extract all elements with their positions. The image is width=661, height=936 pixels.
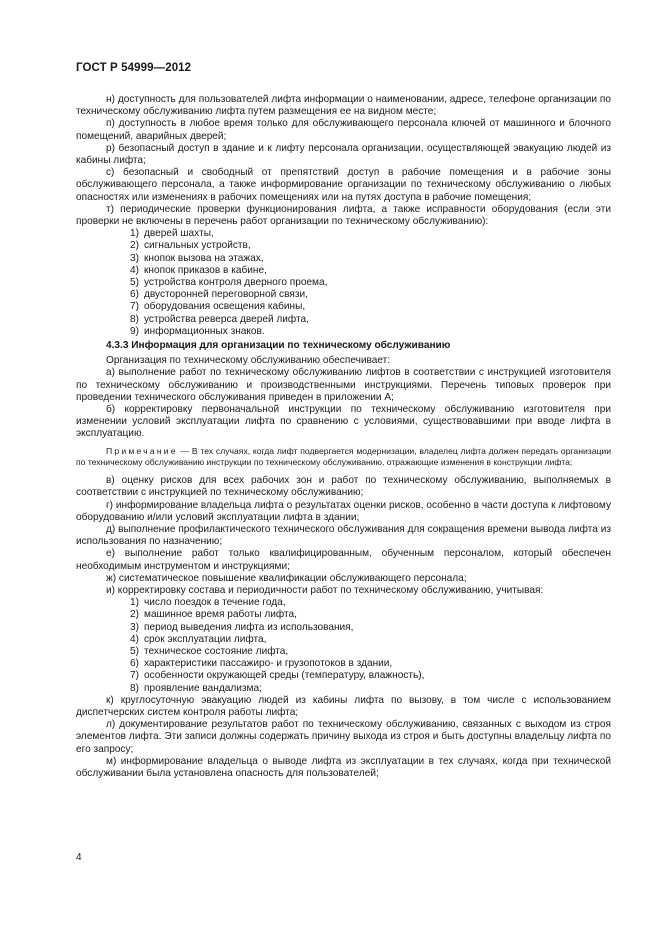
list-item: 3) период выведения лифта из использования, xyxy=(130,621,354,633)
paragraph-l: л) документирование результатов работ по техническому обслуживанию, связанных с выходом из строя элементов лифта. Эти записи должны содержать причину выхода из строя и быть доступны владельцу лифта по его запросу; xyxy=(76,719,611,755)
note-label: Примечание xyxy=(106,445,178,456)
list-item: 2) сигнальных устройств, xyxy=(130,240,251,252)
list-item: 8) устройства реверса дверей лифта, xyxy=(130,313,309,325)
paragraph-p: п) доступность в любое время только для обслуживающего персонала ключей от машинного и блочного помещений, аварийных дверей; xyxy=(76,118,611,142)
paragraph-k: к) круглосуточную эвакуацию людей из кабины лифта по вызову, в том числе с использованием диспетчерских систем контроля работы лифта; xyxy=(76,694,611,718)
list-item: 1) число поездок в течение года, xyxy=(130,597,286,609)
paragraph-b: б) корректировку первоначальной инструкции по техническому обслуживанию изготовителя при изменении условий эксплуатации лифта по сравнению с условиями, существовавшими при вводе лифта в эксплуатацию. xyxy=(76,404,611,440)
paragraph-n: н) доступность для пользователей лифта информации о наименовании, адресе, телефоне организации по техническому обслуживанию лифта путем размещения ее на видном месте; xyxy=(76,94,611,118)
paragraph-v: в) оценку рисков для всех рабочих зон и работ по техническому обслуживанию, выполняемых в соответствии с инструкцией по техническому обслуживанию; xyxy=(76,475,611,499)
note xyxy=(76,446,611,468)
paragraph-m: м) информирование владельца о выводе лифта из эксплуатации в тех случаях, когда при технической обслуживании была установлена опасность для пользователей; xyxy=(76,755,611,779)
paragraph-e: е) выполнение работ только квалифицированным, обученным персоналом, который обеспечен необходимым инструментом и инструкциями; xyxy=(76,548,611,572)
paragraph-s: с) безопасный и свободный от препятствий доступ в рабочие помещения и в рабочие зоны обслуживающего персонала, а также информирование организации по техническому обслуживанию о любых опасностях или изменениях в рабочих помещениях или на путях доступа в рабочие помещения; xyxy=(76,167,611,203)
paragraph-zh: ж) систематическое повышение квалификации обслуживающего персонала; xyxy=(106,572,467,584)
list-item: 5) устройства контроля дверного проема, xyxy=(130,277,328,289)
list-item: 7) особенности окружающей среды (температуру, влажность), xyxy=(130,670,425,682)
paragraph-r: р) безопасный доступ в здание и к лифту персонала организации, осуществляющей эвакуацию людей из кабины лифта; xyxy=(76,142,611,167)
document-header: ГОСТ Р 54999—2012 xyxy=(76,62,192,74)
list-item: 2) машинное время работы лифта, xyxy=(130,609,297,621)
paragraph-a: а) выполнение работ по техническому обслуживанию лифтов в соответствии с инструкцией изготовителя по техническому обслуживанию и производственными инструкциями. Перечень типовых проверок при проведении технического обслуживания приведен в приложении А; xyxy=(76,367,611,403)
list-item: 9) информационных знаков. xyxy=(130,325,265,337)
page-number: 4 xyxy=(76,852,82,863)
document-body xyxy=(76,94,611,780)
checks-list xyxy=(76,228,611,338)
note-text: — В тех случаях, когда лифт подвергается модернизации, владелец лифта должен передать организации по техническому обслуживанию инструкции по техническому обслуживанию, отражающие изменения в конструкции лифта; xyxy=(76,445,611,467)
factors-list xyxy=(76,597,611,695)
section-heading: 4.3.3 Информация для организации по техническому обслуживанию xyxy=(106,340,451,352)
list-item: 4) кнопок приказов в кабине, xyxy=(130,264,267,276)
list-item: 7) оборудования освещения кабины, xyxy=(130,301,306,313)
list-item: 6) характеристики пассажиро- и грузопотоков в здании, xyxy=(130,658,393,670)
list-item: 6) двусторонней переговорной связи, xyxy=(130,289,308,301)
paragraph-i: и) корректировку состава и периодичности работ по техническому обслуживанию, учитывая: xyxy=(106,584,544,596)
list-item: 8) проявление вандализма; xyxy=(130,682,262,694)
paragraph-g: г) информирование владельца лифта о результатах оценки рисков, особенно в части доступа к лифтовому оборудованию и/или условий эксплуатации лифта в здании; xyxy=(76,499,611,523)
list-item: 3) кнопок вызова на этажах, xyxy=(130,252,264,264)
list-item: 4) срок эксплуатации лифта, xyxy=(130,633,267,645)
list-item: 1) дверей шахты, xyxy=(130,228,214,240)
paragraph-t: т) периодические проверки функционирования лифта, а также исправности оборудования (если эти проверки не включены в перечень работ организации по техническому обслуживанию): xyxy=(76,203,611,228)
list-item: 5) техническое состояние лифта, xyxy=(130,645,289,657)
paragraph-d: д) выполнение профилактического технического обслуживания для сокращения времени вывода лифта из использования по назначению; xyxy=(76,523,611,548)
paragraph-intro: Организация по техническому обслуживанию обеспечивает: xyxy=(106,355,391,367)
